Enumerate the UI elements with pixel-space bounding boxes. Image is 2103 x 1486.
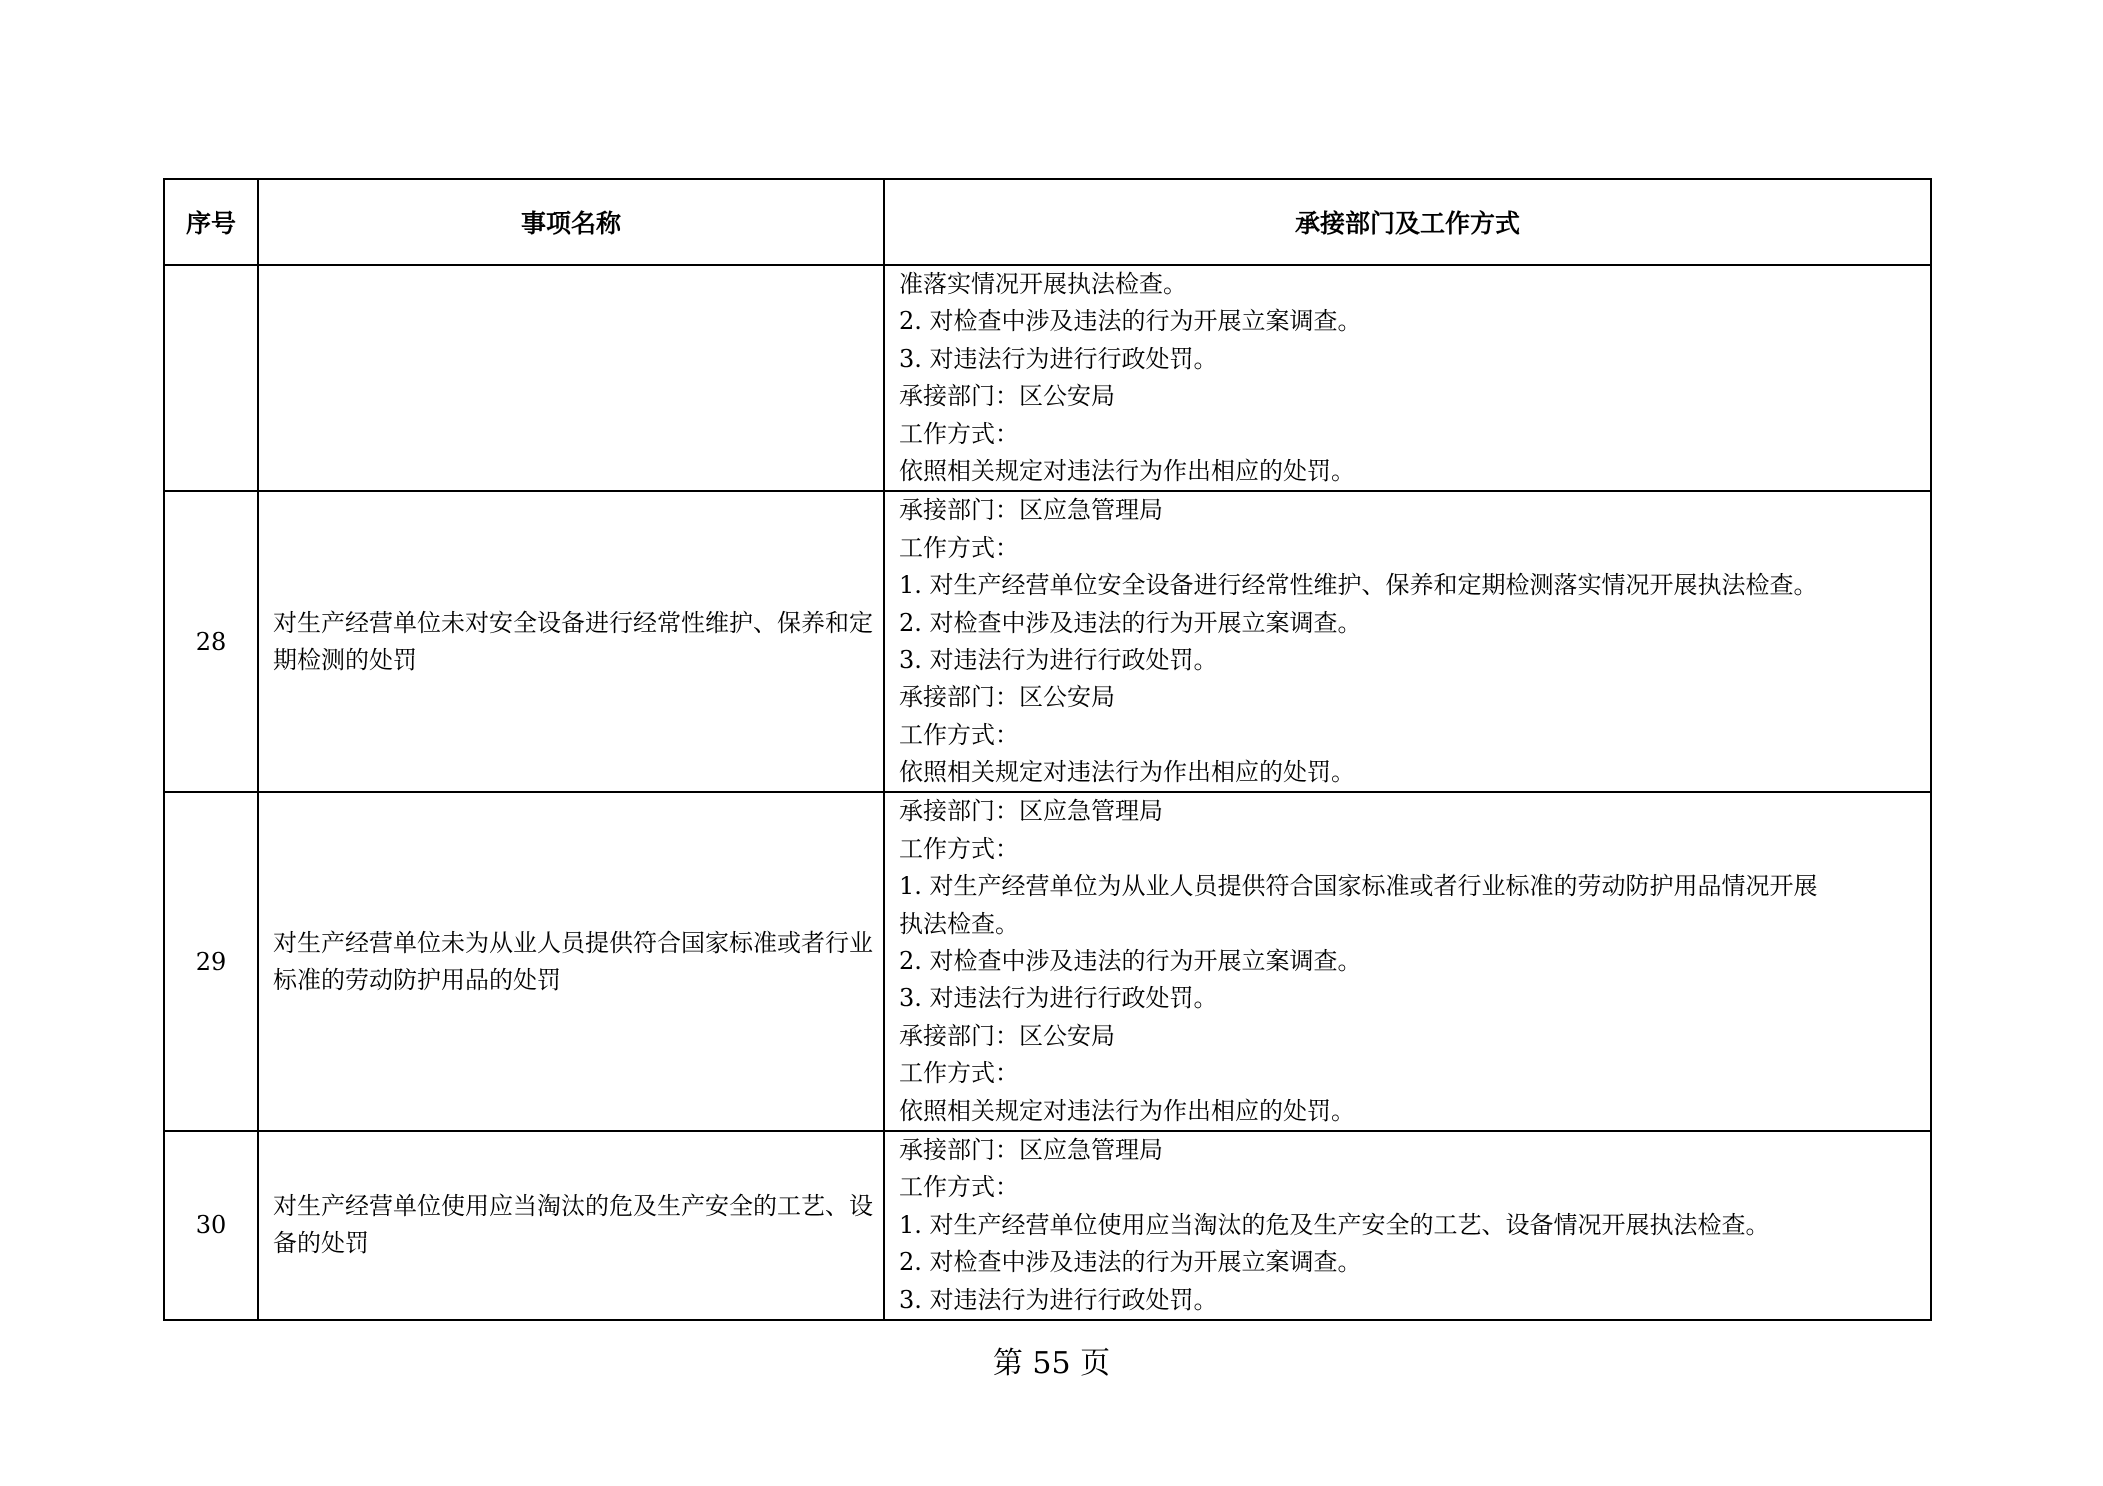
dept-line: 依照相关规定对违法行为作出相应的处罚。 [899,758,1355,787]
department-method [884,1131,1931,1320]
table-header-row [164,179,1931,265]
dept-line: 工作方式： [899,419,1019,448]
table-row [164,491,1931,792]
dept-line: 1. 对生产经营单位使用应当淘汰的危及生产安全的工艺、设备情况开展执法检查。 [899,1210,1770,1239]
dept-line: 3. 对违法行为进行行政处罚。 [899,1285,1218,1314]
dept-line: 工作方式： [899,834,1019,863]
item-name: 对生产经营单位未为从业人员提供符合国家标准或者行业标准的劳动防护用品的处罚 [258,792,884,1131]
department-method [884,491,1931,792]
table-row [164,1131,1931,1320]
dept-line: 工作方式： [899,533,1019,562]
row-number: 28 [164,491,258,792]
table-row [164,265,1931,491]
dept-line: 3. 对违法行为进行行政处罚。 [899,645,1218,674]
dept-line: 承接部门：区应急管理局 [899,496,1163,525]
dept-line: 承接部门：区应急管理局 [899,1135,1163,1164]
dept-line: 执法检查。 [899,909,1019,938]
dept-line: 2. 对检查中涉及违法的行为开展立案调查。 [899,947,1362,976]
item-name [258,265,884,491]
row-number: 30 [164,1131,258,1320]
dept-line: 3. 对违法行为进行行政处罚。 [899,984,1218,1013]
page-number: 第 55 页 [992,1346,1111,1381]
dept-line: 工作方式： [899,720,1019,749]
dept-line: 依照相关规定对违法行为作出相应的处罚。 [899,1096,1355,1125]
row-number: 29 [164,792,258,1131]
dept-line: 2. 对检查中涉及违法的行为开展立案调查。 [899,608,1362,637]
dept-line: 承接部门：区应急管理局 [899,797,1163,826]
dept-line: 工作方式： [899,1173,1019,1202]
header-item-name: 事项名称 [258,179,884,265]
dept-line: 承接部门：区公安局 [899,683,1115,712]
dept-line: 2. 对检查中涉及违法的行为开展立案调查。 [899,1248,1362,1277]
dept-line: 2. 对检查中涉及违法的行为开展立案调查。 [899,307,1362,336]
table-row [164,792,1931,1131]
item-name: 对生产经营单位使用应当淘汰的危及生产安全的工艺、设备的处罚 [258,1131,884,1320]
dept-line: 3. 对违法行为进行行政处罚。 [899,344,1218,373]
dept-line: 1. 对生产经营单位安全设备进行经常性维护、保养和定期检测落实情况开展执法检查。 [899,571,1818,600]
row-number [164,265,258,491]
items-table [163,178,1932,1321]
header-number: 序号 [164,179,258,265]
dept-line: 承接部门：区公安局 [899,382,1115,411]
dept-line: 承接部门：区公安局 [899,1021,1115,1050]
department-method [884,792,1931,1131]
department-method [884,265,1931,491]
dept-line: 1. 对生产经营单位为从业人员提供符合国家标准或者行业标准的劳动防护用品情况开展 [899,872,1818,901]
header-department-method: 承接部门及工作方式 [884,179,1931,265]
dept-line: 准落实情况开展执法检查。 [899,270,1187,298]
item-name: 对生产经营单位未对安全设备进行经常性维护、保养和定期检测的处罚 [258,491,884,792]
dept-line: 依照相关规定对违法行为作出相应的处罚。 [899,456,1355,485]
dept-line: 工作方式： [899,1059,1019,1088]
